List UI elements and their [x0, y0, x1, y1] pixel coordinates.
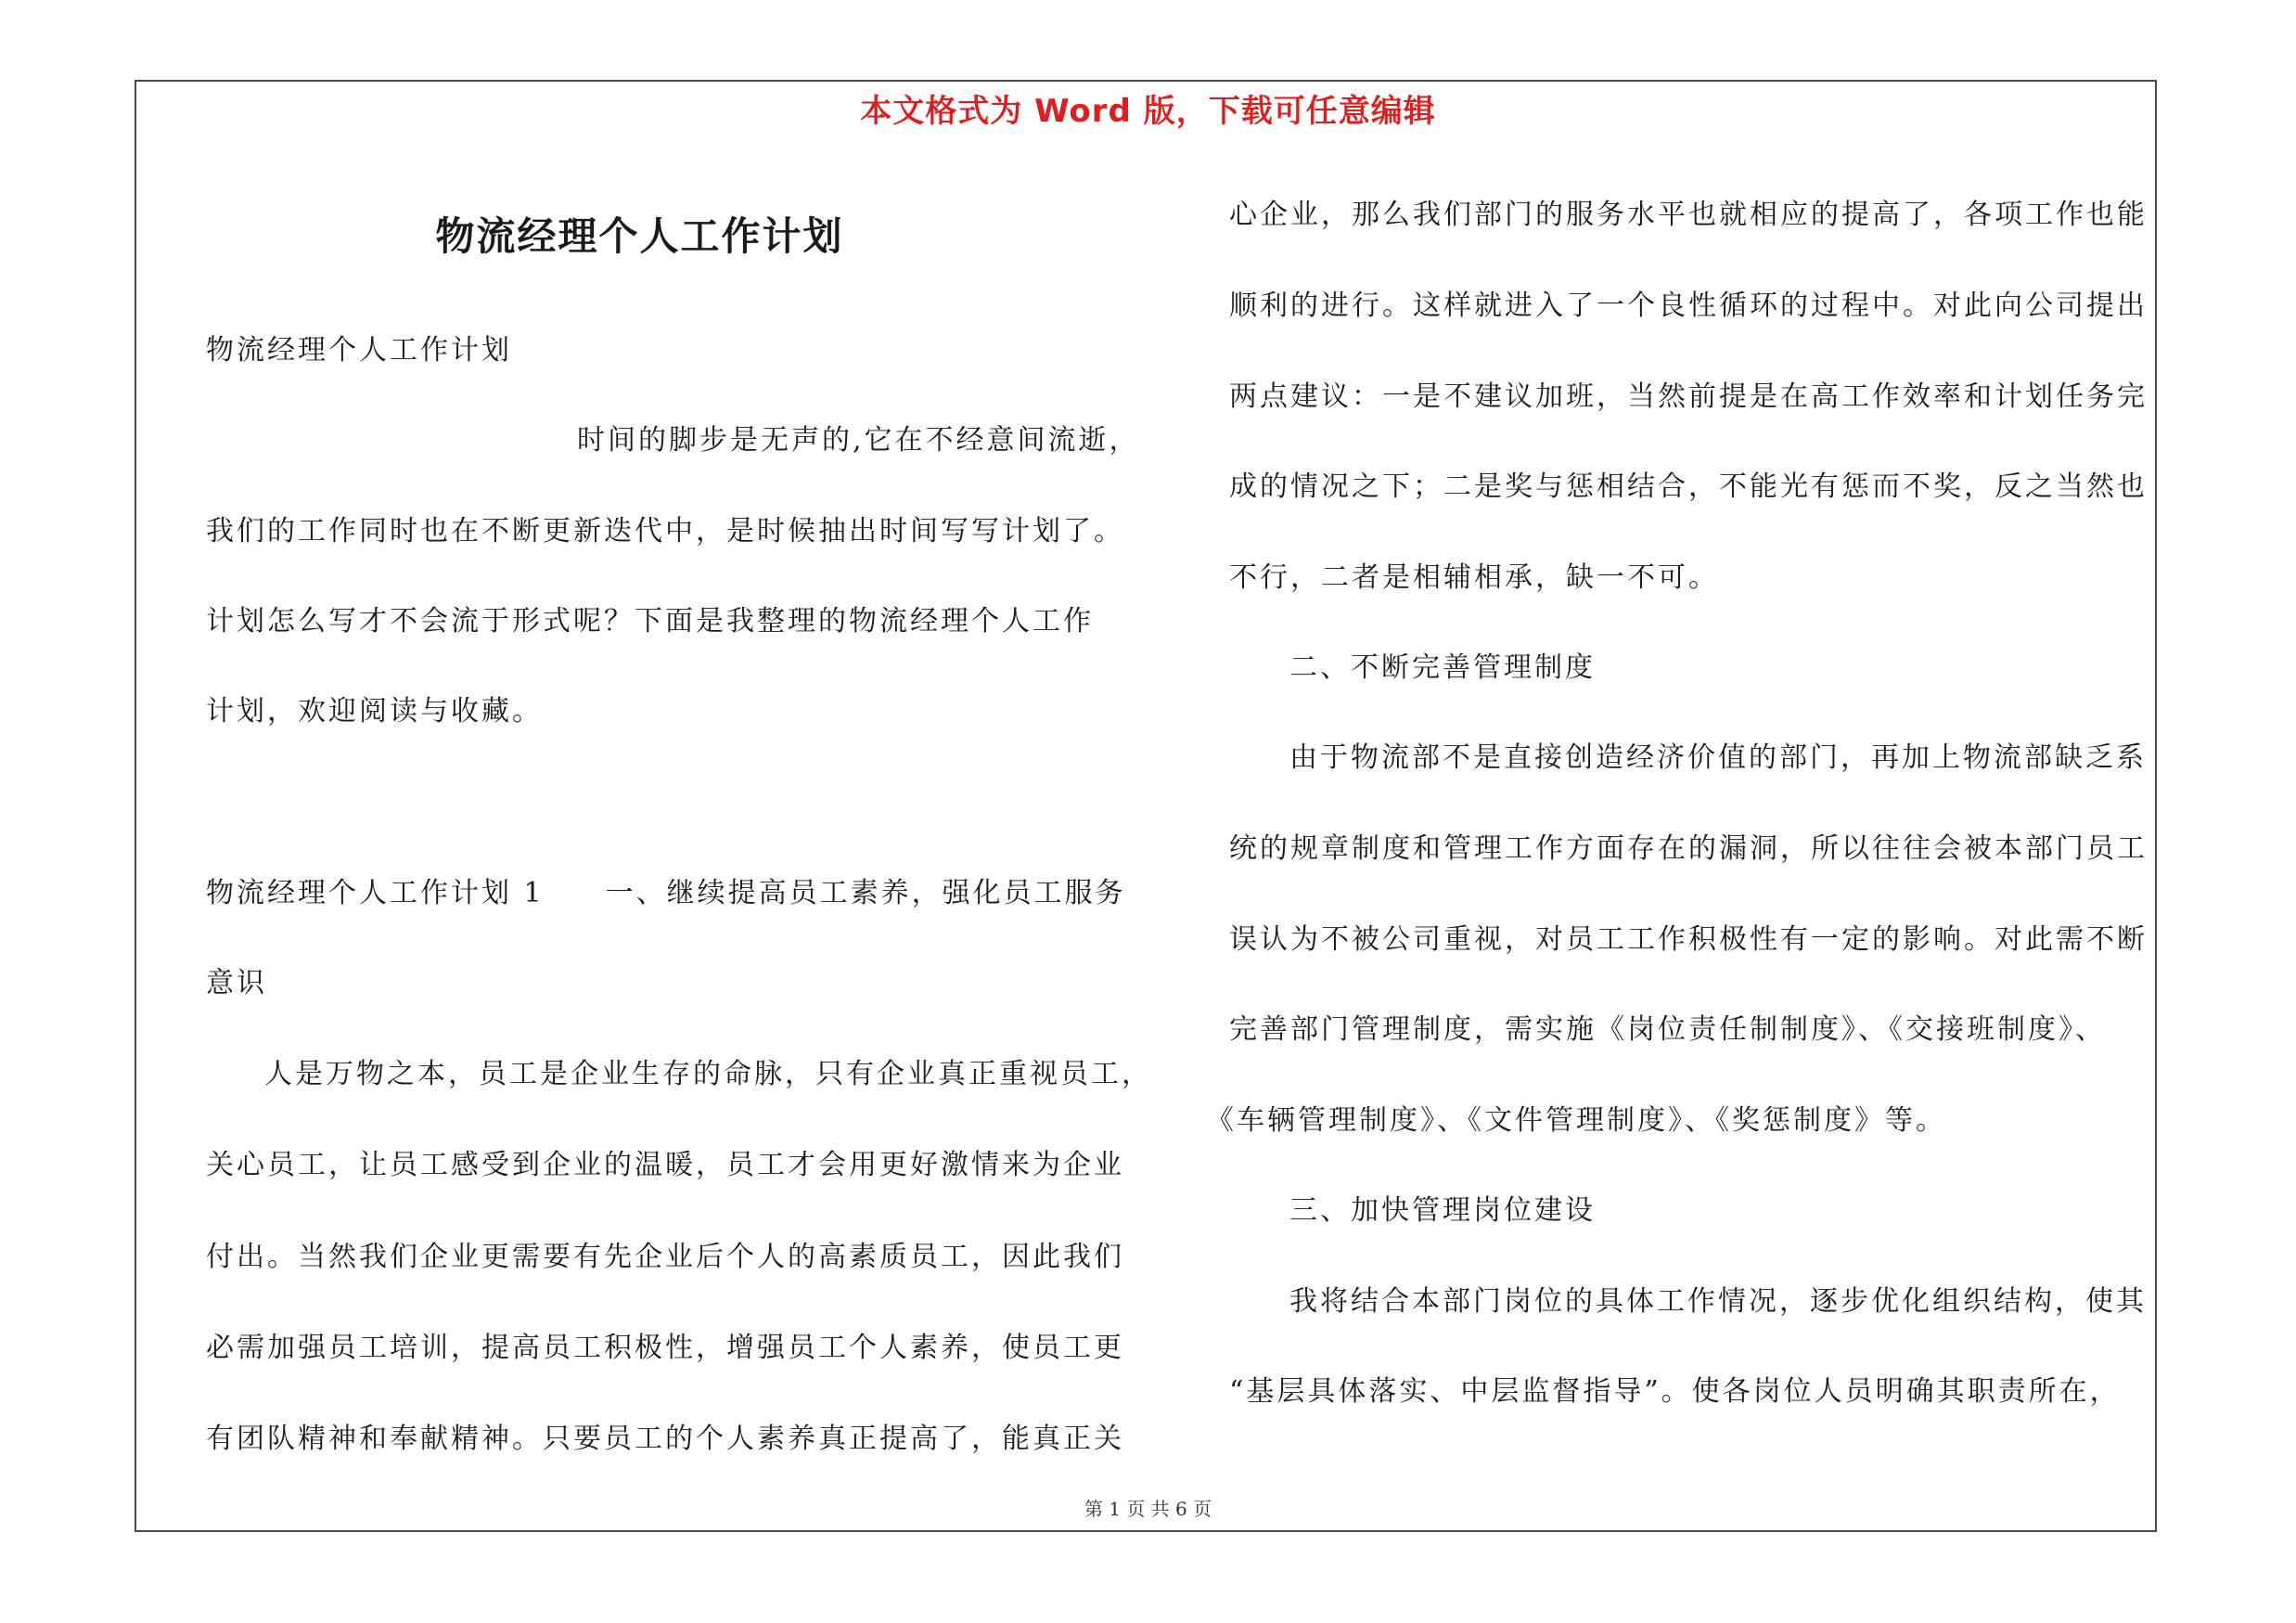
right-line: 顺利的进行。这样就进入了一个良性循环的过程中。对此向公司提出 [1229, 290, 2148, 322]
right-line: 我将结合本部门岗位的具体工作情况，逐步优化组织结构，使其 [1289, 1285, 2147, 1318]
document-title: 物流经理个人工作计划 [435, 213, 844, 259]
right-line: 统的规章制度和管理工作方面存在的漏洞，所以往往会被本部门员工 [1229, 832, 2148, 865]
left-line: 关心员工，让员工感受到企业的温暖，员工才会用更好激情来为企业 [206, 1149, 1124, 1181]
left-line: 必需加强员工培训，提高员工积极性，增强员工个人素养，使员工更 [206, 1332, 1124, 1364]
right-line: 不行，二者是相辅相承，缺一不可。 [1229, 561, 1719, 594]
left-line: 物流经理个人工作计划 1 一、继续提高员工素养，强化员工服务 [206, 877, 1126, 909]
left-line: 物流经理个人工作计划 [206, 334, 512, 367]
left-line: 付出。当然我们企业更需要有先企业后个人的高素质员工，因此我们 [206, 1241, 1124, 1273]
format-banner: 本文格式为 Word 版，下载可任意编辑 [860, 93, 1436, 130]
left-line: 有团队精神和奉献精神。只要员工的个人素养真正提高了，能真正关 [206, 1423, 1124, 1455]
right-line: 成的情况之下；二是奖与惩相结合，不能光有惩而不奖，反之当然也 [1229, 470, 2148, 503]
right-line: 《车辆管理制度》、《文件管理制度》、《奖惩制度》等。 [1206, 1104, 1946, 1137]
left-line: 意识 [206, 967, 267, 999]
right-line: 心企业，那么我们部门的服务水平也就相应的提高了，各项工作也能 [1229, 199, 2148, 231]
left-line: 我们的工作同时也在不断更新迭代中，是时候抽出时间写写计划了。 [206, 515, 1124, 547]
left-line: 计划怎么写才不会流于形式呢？下面是我整理的物流经理个人工作 [206, 605, 1094, 638]
right-line: 误认为不被公司重视，对员工工作积极性有一定的影响。对此需不断 [1229, 923, 2148, 956]
right-line: “基层具体落实、中层监督指导”。使各岗位人员明确其职责所在， [1229, 1375, 2121, 1408]
left-line: 人是万物之本，员工是企业生存的命脉，只有企业真正重视员工， [264, 1058, 1152, 1090]
right-line: 由于物流部不是直接创造经济价值的部门，再加上物流部缺乏系 [1289, 741, 2147, 774]
right-line: 两点建议：一是不建议加班，当然前提是在高工作效率和计划任务完 [1229, 380, 2148, 413]
left-line: 时间的脚步是无声的,它在不经意间流逝， [577, 424, 1140, 457]
left-line: 计划，欢迎阅读与收藏。 [206, 695, 543, 728]
right-line: 二、不断完善管理制度 [1289, 651, 1596, 684]
right-line: 完善部门管理制度，需实施《岗位责任制制度》、《交接班制度》、 [1229, 1013, 2106, 1046]
right-line: 三、加快管理岗位建设 [1289, 1194, 1596, 1227]
page-number: 第 1 页 共 6 页 [1084, 1498, 1212, 1520]
